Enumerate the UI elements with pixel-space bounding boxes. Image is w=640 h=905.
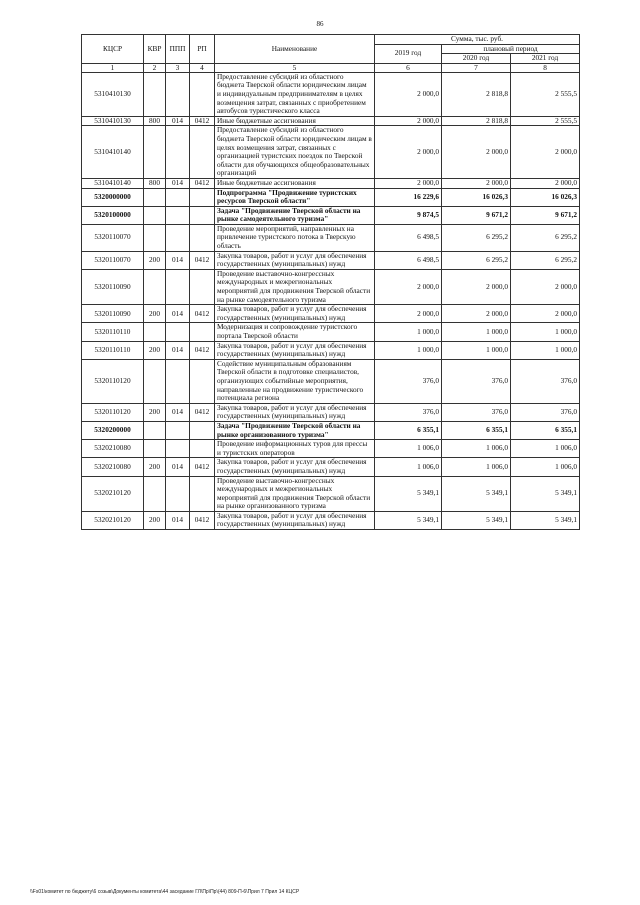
rp-cell: 0412 [190,511,215,529]
kcsr-cell: 5320210120 [82,476,144,511]
amount-2021-cell: 1 000,0 [511,323,580,341]
table-row [82,421,580,439]
kvr-cell: 200 [144,341,166,359]
amount-2020-cell: 2 000,0 [442,269,511,304]
kvr-cell [144,126,166,179]
table-row [82,126,580,179]
name-cell: Закупка товаров, работ и услуг для обеспечения государственных (муниципальных) нужд [215,305,375,323]
ppp-cell: 014 [166,178,190,188]
budget-table [81,34,580,530]
amount-2020-cell: 2 000,0 [442,178,511,188]
amount-2020-cell: 1 006,0 [442,440,511,458]
table-row [82,359,580,403]
name-cell: Закупка товаров, работ и услуг для обеспечения государственных (муниципальных) нужд [215,251,375,269]
rp-cell [190,323,215,341]
kcsr-cell: 5320210080 [82,440,144,458]
amount-2019-cell: 1 006,0 [375,458,442,476]
amount-2019-cell: 1 000,0 [375,341,442,359]
kvr-cell: 800 [144,116,166,126]
amount-2019-cell: 16 229,6 [375,188,442,206]
name-cell: Подпрограмма "Продвижение туристских ресурсов Тверской области" [215,188,375,206]
table-row [82,323,580,341]
ppp-cell [166,72,190,116]
amount-2019-cell: 2 000,0 [375,269,442,304]
amount-2019-cell: 6 355,1 [375,421,442,439]
kcsr-cell: 5320110120 [82,359,144,403]
header-kvr: КВР [144,35,166,64]
ppp-cell [166,126,190,179]
column-number: 6 [375,63,442,72]
ppp-cell: 014 [166,116,190,126]
column-number: 8 [511,63,580,72]
table-row [82,72,580,116]
ppp-cell [166,224,190,251]
amount-2021-cell: 2 000,0 [511,126,580,179]
amount-2019-cell: 9 874,5 [375,206,442,224]
name-cell: Закупка товаров, работ и услуг для обеспечения государственных (муниципальных) нужд [215,458,375,476]
amount-2020-cell: 2 818,8 [442,72,511,116]
table-row [82,341,580,359]
amount-2021-cell: 9 671,2 [511,206,580,224]
kcsr-cell: 5320100000 [82,206,144,224]
name-cell: Закупка товаров, работ и услуг для обеспечения государственных (муниципальных) нужд [215,511,375,529]
kcsr-cell: 5310410140 [82,126,144,179]
column-number: 2 [144,63,166,72]
name-cell: Модернизация и сопровождение туристского портала Тверской области [215,323,375,341]
rp-cell: 0412 [190,458,215,476]
table-row [82,206,580,224]
kvr-cell [144,188,166,206]
table-row [82,476,580,511]
amount-2020-cell: 2 000,0 [442,126,511,179]
amount-2021-cell: 1 006,0 [511,440,580,458]
name-cell: Закупка товаров, работ и услуг для обеспечения государственных (муниципальных) нужд [215,403,375,421]
amount-2021-cell: 2 555,5 [511,116,580,126]
rp-cell: 0412 [190,403,215,421]
kvr-cell: 200 [144,251,166,269]
table-row [82,440,580,458]
amount-2019-cell: 2 000,0 [375,72,442,116]
table-row [82,224,580,251]
kcsr-cell: 5320000000 [82,188,144,206]
kcsr-cell: 5310410130 [82,116,144,126]
rp-cell: 0412 [190,341,215,359]
amount-2021-cell: 2 000,0 [511,305,580,323]
kvr-cell: 200 [144,458,166,476]
name-cell: Проведение информационных туров для прессы и туристских операторов [215,440,375,458]
ppp-cell [166,476,190,511]
ppp-cell: 014 [166,511,190,529]
kvr-cell [144,224,166,251]
amount-2021-cell: 2 000,0 [511,178,580,188]
amount-2021-cell: 16 026,3 [511,188,580,206]
amount-2021-cell: 6 295,2 [511,224,580,251]
amount-2020-cell: 6 295,2 [442,224,511,251]
column-number: 5 [215,63,375,72]
amount-2020-cell: 16 026,3 [442,188,511,206]
kvr-cell [144,206,166,224]
page-number: 86 [316,20,324,28]
amount-2020-cell: 376,0 [442,359,511,403]
ppp-cell: 014 [166,458,190,476]
kcsr-cell: 5320110110 [82,341,144,359]
amount-2021-cell: 5 349,1 [511,511,580,529]
table-row [82,511,580,529]
rp-cell [190,224,215,251]
ppp-cell: 014 [166,403,190,421]
rp-cell: 0412 [190,305,215,323]
name-cell: Проведение выставочно-конгрессных международных и межрегиональных мероприятий для продвижения Тверской области на рынке организованного туризма [215,476,375,511]
amount-2019-cell: 2 000,0 [375,178,442,188]
table-row [82,188,580,206]
kvr-cell: 200 [144,511,166,529]
name-cell: Задача "Продвижение Тверской области на рынке организованного туризма" [215,421,375,439]
kvr-cell [144,476,166,511]
amount-2021-cell: 6 295,2 [511,251,580,269]
ppp-cell: 014 [166,251,190,269]
amount-2019-cell: 376,0 [375,403,442,421]
table-row [82,178,580,188]
header-2021: 2021 год [511,54,580,64]
header-2020: 2020 год [442,54,511,64]
header-rp: РП [190,35,215,64]
amount-2019-cell: 6 498,5 [375,224,442,251]
amount-2020-cell: 1 000,0 [442,341,511,359]
budget-table-body [82,72,580,529]
kcsr-cell: 5310410140 [82,178,144,188]
name-cell: Задача "Продвижение Тверской области на рынке самодеятельного туризма" [215,206,375,224]
table-row [82,251,580,269]
rp-cell: 0412 [190,116,215,126]
ppp-cell [166,359,190,403]
rp-cell [190,72,215,116]
amount-2021-cell: 376,0 [511,403,580,421]
amount-2020-cell: 2 000,0 [442,305,511,323]
rp-cell [190,476,215,511]
name-cell: Проведение мероприятий, направленных на привлечение туристского потока в Тверскую область [215,224,375,251]
ppp-cell [166,440,190,458]
amount-2020-cell: 9 671,2 [442,206,511,224]
ppp-cell [166,188,190,206]
amount-2020-cell: 1 000,0 [442,323,511,341]
ppp-cell: 014 [166,305,190,323]
amount-2019-cell: 2 000,0 [375,305,442,323]
kcsr-cell: 5310410130 [82,72,144,116]
kvr-cell: 200 [144,305,166,323]
kcsr-cell: 5320210120 [82,511,144,529]
amount-2019-cell: 1 006,0 [375,440,442,458]
kcsr-cell: 5320110070 [82,224,144,251]
amount-2020-cell: 5 349,1 [442,511,511,529]
amount-2020-cell: 6 295,2 [442,251,511,269]
header-planned-period: плановый период [442,44,580,54]
kcsr-cell: 5320110070 [82,251,144,269]
column-number: 7 [442,63,511,72]
kvr-cell: 800 [144,178,166,188]
table-row [82,458,580,476]
amount-2020-cell: 6 355,1 [442,421,511,439]
amount-2019-cell: 1 000,0 [375,323,442,341]
column-number-row [82,63,580,72]
name-cell: Иные бюджетные ассигнования [215,178,375,188]
amount-2021-cell: 1 000,0 [511,341,580,359]
amount-2020-cell: 1 006,0 [442,458,511,476]
kvr-cell [144,269,166,304]
kvr-cell [144,440,166,458]
kcsr-cell: 5320110110 [82,323,144,341]
amount-2020-cell: 5 349,1 [442,476,511,511]
kvr-cell [144,72,166,116]
rp-cell [190,269,215,304]
column-number: 1 [82,63,144,72]
rp-cell [190,206,215,224]
rp-cell [190,126,215,179]
column-number: 3 [166,63,190,72]
kvr-cell [144,323,166,341]
name-cell: Закупка товаров, работ и услуг для обеспечения государственных (муниципальных) нужд [215,341,375,359]
header-name: Наименование [215,35,375,64]
amount-2021-cell: 2 555,5 [511,72,580,116]
header-kcsr: КЦСР [82,35,144,64]
kcsr-cell: 5320110120 [82,403,144,421]
amount-2020-cell: 2 818,8 [442,116,511,126]
rp-cell [190,421,215,439]
column-number: 4 [190,63,215,72]
amount-2021-cell: 5 349,1 [511,476,580,511]
rp-cell: 0412 [190,178,215,188]
kcsr-cell: 5320110090 [82,269,144,304]
name-cell: Содействие муниципальным образованиям Тверской области в подготовке специалистов, организующих событийные мероприятия, направленные на продвижение туристического потенциала региона [215,359,375,403]
name-cell: Предоставление субсидий из областного бюджета Тверской области юридическим лицам в целях возмещения затрат, связанных с организацией туристских поездок по Тверской области для обучающихся общеобразовательных организаций [215,126,375,179]
rp-cell [190,359,215,403]
table-row [82,305,580,323]
amount-2020-cell: 376,0 [442,403,511,421]
ppp-cell [166,269,190,304]
amount-2019-cell: 2 000,0 [375,126,442,179]
amount-2021-cell: 6 355,1 [511,421,580,439]
kvr-cell [144,421,166,439]
name-cell: Предоставление субсидий из областного бюджета Тверской области юридическим лицам и индивидуальным предпринимателям в целях возмещения затрат, связанных с приобретением автобусов туристического класса [215,72,375,116]
header-ppp: ППП [166,35,190,64]
amount-2019-cell: 6 498,5 [375,251,442,269]
ppp-cell [166,421,190,439]
table-row [82,269,580,304]
amount-2021-cell: 2 000,0 [511,269,580,304]
ppp-cell: 014 [166,341,190,359]
header-sum: Сумма, тыс. руб. [375,35,580,45]
file-path-footer: \\Fs01\комитет по бюджету\6 созыв\Документы комитета\44 заседание ГЛ\Пр\Пр\(44) 809-П-6\Прил 7 Прил 14 КЦСР [30,889,300,895]
kcsr-cell: 5320210080 [82,458,144,476]
amount-2019-cell: 376,0 [375,359,442,403]
amount-2019-cell: 5 349,1 [375,511,442,529]
amount-2021-cell: 1 006,0 [511,458,580,476]
table-row [82,403,580,421]
kcsr-cell: 5320110090 [82,305,144,323]
ppp-cell [166,323,190,341]
name-cell: Проведение выставочно-конгрессных международных и межрегиональных мероприятий для продвижения Тверской области на рынке самодеятельного туризма [215,269,375,304]
name-cell: Иные бюджетные ассигнования [215,116,375,126]
rp-cell [190,188,215,206]
rp-cell: 0412 [190,251,215,269]
rp-cell [190,440,215,458]
amount-2019-cell: 5 349,1 [375,476,442,511]
ppp-cell [166,206,190,224]
kvr-cell: 200 [144,403,166,421]
amount-2019-cell: 2 000,0 [375,116,442,126]
amount-2021-cell: 376,0 [511,359,580,403]
kcsr-cell: 5320200000 [82,421,144,439]
kvr-cell [144,359,166,403]
header-2019: 2019 год [375,44,442,63]
